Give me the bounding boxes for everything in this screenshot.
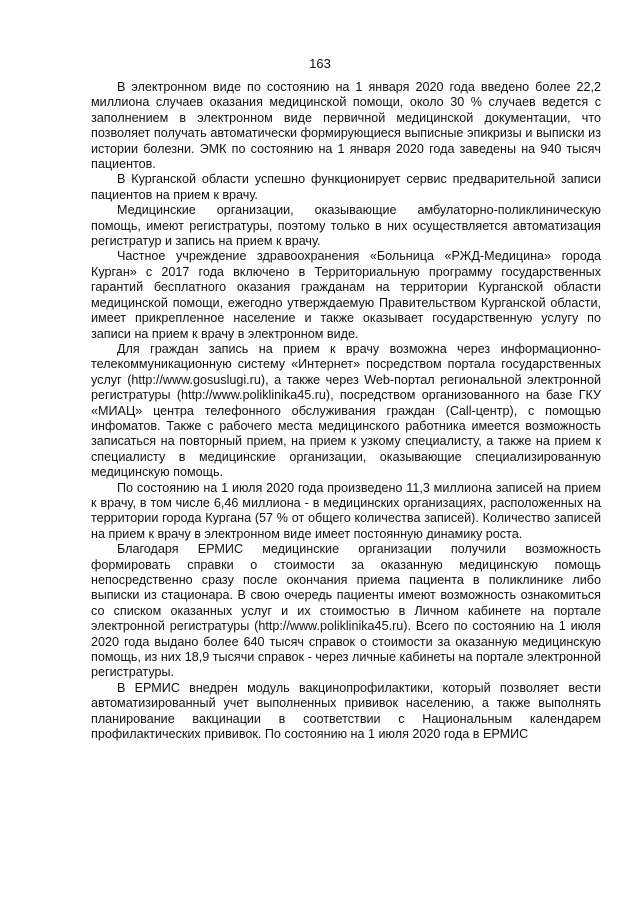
paragraph-cost-certificates: Благодаря ЕРМИС медицинские организации получили возможность формировать справки о стоимости за оказанную медицинскую помощь непосредственно сразу после окончания приема пациента в поликлинике либо выписки из стационара. В свою очередь пациенты имеют возможность ознакомиться со списком оказанных услуг и их стоимостью в Личном кабинете на портале электронной регистратуры (http://www.poliklinika45.ru). Всего по состоянию на 1 июля 2020 года выдано более 640 тысяч справок о стоимости за оказанную медицинскую помощь, из них 18,9 тысячи справок - через личные кабинеты на портале электронной регистратуры. bbox=[91, 542, 601, 680]
page-number: 163 bbox=[309, 56, 331, 71]
paragraph-rzd-hospital: Частное учреждение здравоохранения «Больница «РЖД-Медицина» города Курган» с 2017 года включено в Территориальную программу государственных гарантий бесплатного оказания гражданам на территории Курганской области медицинской помощи, ежегодно утверждаемую Правительством Курганской области, имеет прикрепленное население и также оказывает государственную услугу по записи на прием к врачу в электронном виде. bbox=[91, 249, 601, 341]
paragraph-registries: Медицинские организации, оказывающие амбулаторно-поликлиническую помощь, имеют регистратуры, поэтому только в них осуществляется автоматизация регистратур и запись на прием к врачу. bbox=[91, 203, 601, 249]
paragraph-vaccination-module: В ЕРМИС внедрен модуль вакцинопрофилактики, который позволяет вести автоматизированный учет выполненных прививок населению, а также выполнять планирование вакцинации в соответствии с Национальным календарем профилактических прививок. По состоянию на 1 июля 2020 года в ЕРМИС bbox=[91, 680, 601, 742]
paragraph-booking-channels: Для граждан запись на прием к врачу возможна через информационно-телекоммуникационную систему «Интернет» посредством портала государственных услуг (http://www.gosuslugi.ru), а также через Web-портал региональной электронной регистратуры (http://www.poliklinika45.ru), посредством организованного на базе ГКУ «МИАЦ» центра телефонного обслуживания граждан (Call-центр), с помощью инфоматов. Также с рабочего места медицинского работника имеется возможность записаться на повторный прием, на прием к узкому специалисту, а также на прием к специалисту в медицинские организации, оказывающие специализированную медицинскую помощь. bbox=[91, 341, 601, 480]
document-body bbox=[91, 80, 601, 742]
paragraph-emk-statistics: В электронном виде по состоянию на 1 января 2020 года введено более 22,2 миллиона случаев оказания медицинской помощи, около 30 % случаев ведется с заполнением в электронном виде первичной медицинской документации, что позволяет получать автоматически формирующиеся выписные эпикризы и выписки из истории болезни. ЭМК по состоянию на 1 января 2020 года заведены на 940 тысяч пациентов. bbox=[91, 80, 601, 172]
paragraph-appointment-service: В Курганской области успешно функционирует сервис предварительной записи пациентов на прием к врачу. bbox=[91, 172, 601, 202]
paragraph-booking-statistics: По состоянию на 1 июля 2020 года произведено 11,3 миллиона записей на прием к врачу, в том числе 6,46 миллиона - в медицинских организациях, расположенных на территории города Кургана (57 % от общего количества записей). Количество записей на прием к врачу в электронном виде имеет постоянную динамику роста. bbox=[91, 480, 601, 541]
